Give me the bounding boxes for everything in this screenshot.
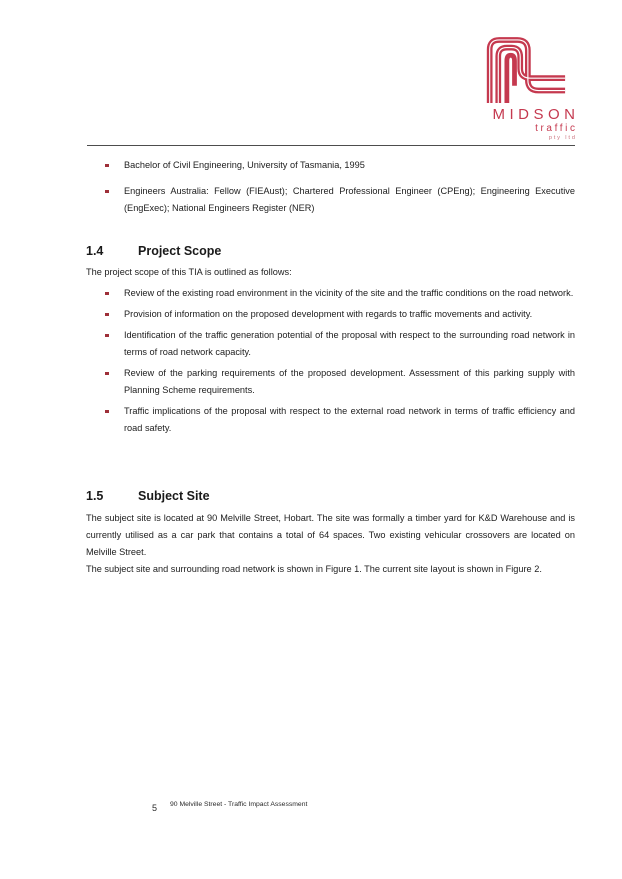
bullet-square-icon [105,334,109,338]
bullet-text: Traffic implications of the proposal with respect to the external road network in terms of traffic efficiency and road safety. [124,406,575,433]
bullet-square-icon [105,190,109,194]
midson-logo-mark-icon [483,36,567,105]
list-item [86,157,575,174]
section-number: 1.5 [86,489,104,503]
bullet-text: Review of the parking requirements of the proposed development. Assessment of this parking supply with Planning Scheme requirements. [124,368,575,395]
bullet-text: Identification of the traffic generation potential of the proposal with respect to the surrounding road network in terms of road network capacity. [124,330,575,357]
list-item [86,403,575,437]
bullet-text: Provision of information on the proposed development with regards to traffic movements and activity. [124,309,533,319]
header-rule [87,145,575,146]
section-1-4-intro: The project scope of this TIA is outlined as follows: [86,267,292,277]
section-heading-1-5 [86,488,575,504]
qualification-list [86,157,575,226]
bullet-square-icon [105,164,109,168]
bullet-text: Engineers Australia: Fellow (FIEAust); Chartered Professional Engineer (CPEng); Engineering Executive (EngExec); National Engineers Register (NER) [124,186,575,213]
bullet-square-icon [105,410,109,414]
bullet-text: Bachelor of Civil Engineering, University of Tasmania, 1995 [124,160,365,170]
bullet-square-icon [105,372,109,376]
paragraph: The subject site and surrounding road network is shown in Figure 1. The current site layout is shown in Figure 2. [86,564,542,574]
project-scope-list [86,285,575,441]
page-number: 5 [152,803,158,813]
list-item [86,365,575,399]
bullet-text: Review of the existing road environment in the vicinity of the site and the traffic conditions on the road network. [124,288,574,298]
brand-subtitle-2: pty ltd [548,135,577,141]
bullet-square-icon [105,313,109,317]
paragraph: The subject site is located at 90 Melville Street, Hobart. The site was formally a timber yard for K&D Warehouse and is currently utilised as a car park that contains a total of 64 spaces. Two existing vehicular crossovers are located on Melville Street. [86,513,575,557]
section-title: Project Scope [138,244,222,258]
section-heading-1-4 [86,243,575,259]
bullet-square-icon [105,292,109,296]
brand-name: MIDSON [492,106,580,123]
section-number: 1.4 [86,244,104,258]
footer-doc-title: 90 Melville Street - Traffic Impact Assessment [170,801,308,808]
list-item [86,285,575,302]
brand-subtitle: traffic [535,123,578,134]
list-item [86,306,575,323]
midson-logo [483,36,580,142]
section-title: Subject Site [138,489,210,503]
list-item [86,327,575,361]
list-item [86,183,575,217]
